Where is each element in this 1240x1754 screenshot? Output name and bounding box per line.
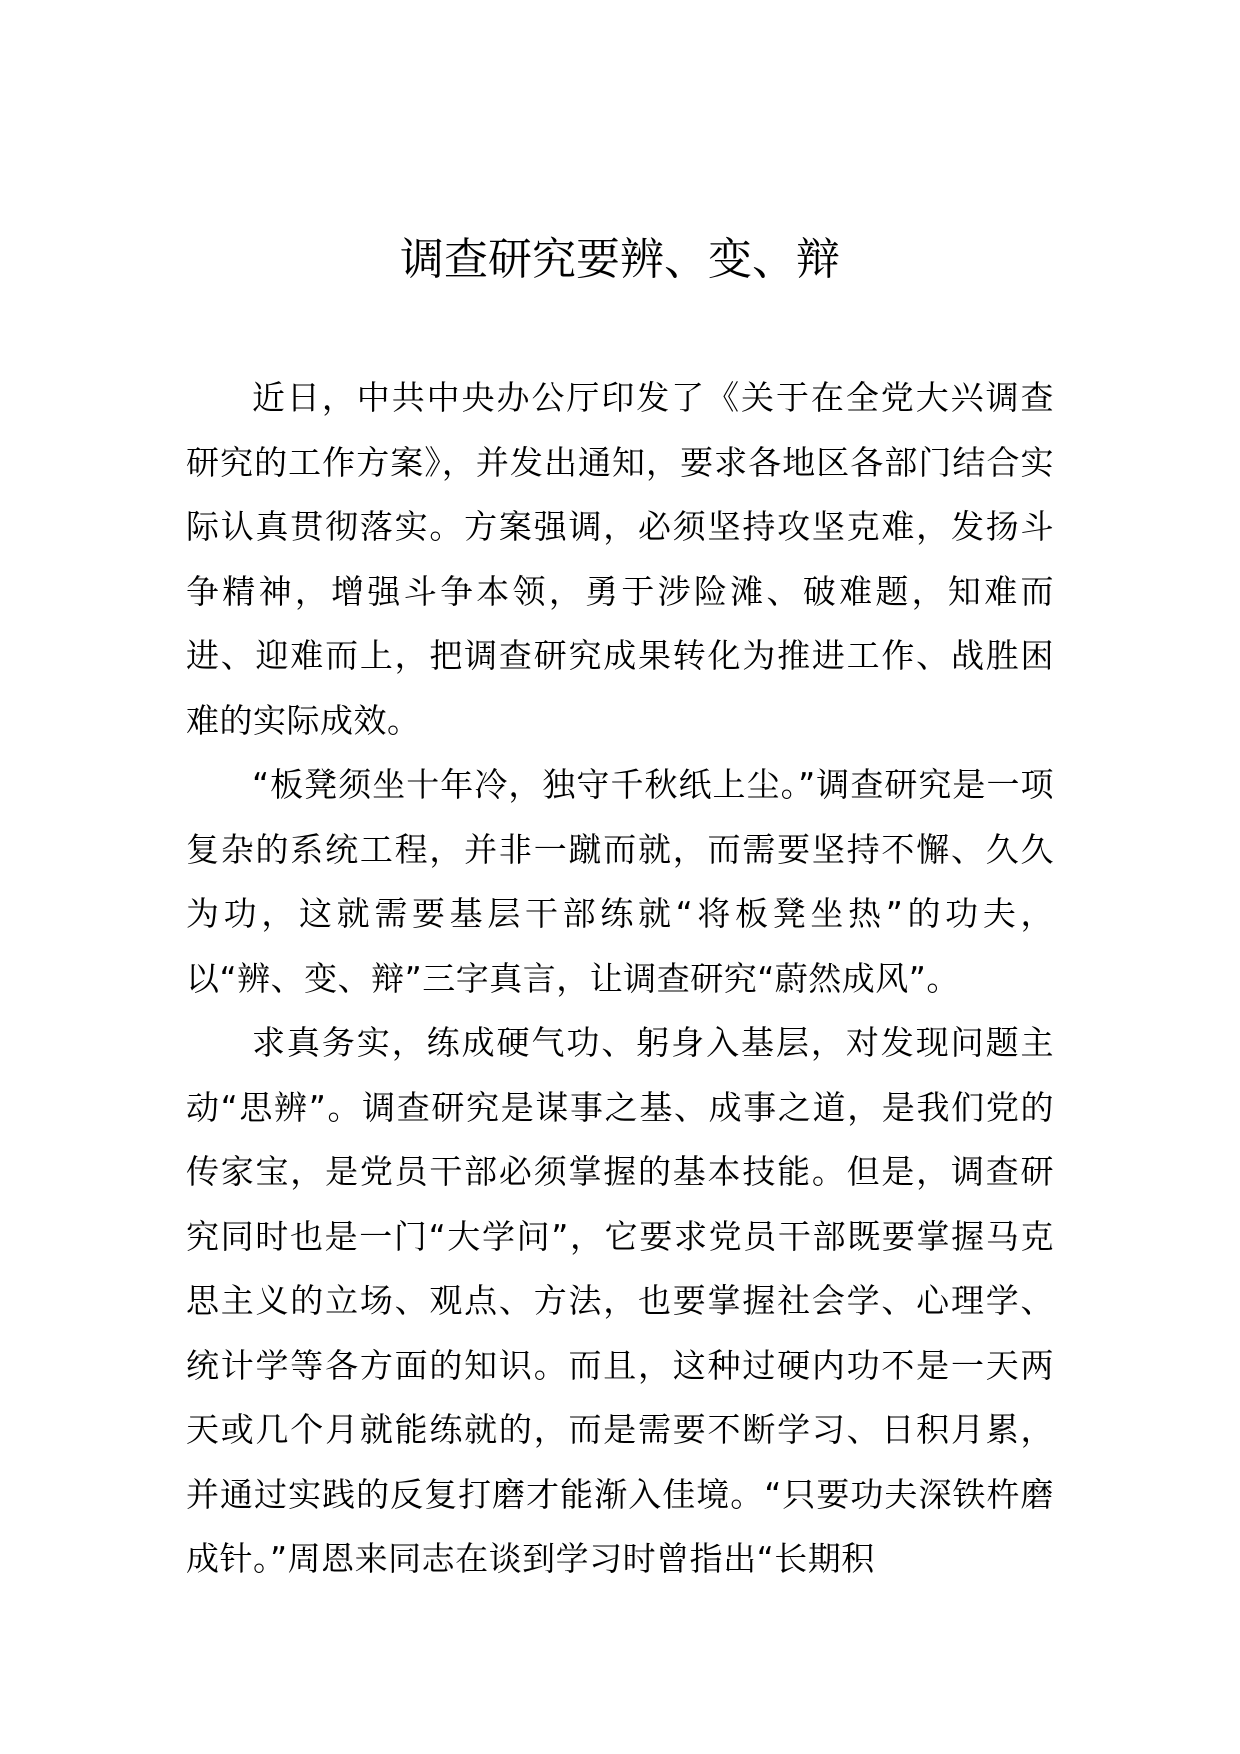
paragraph-1: 近日，中共中央办公厅印发了《关于在全党大兴调查研究的工作方案》，并发出通知，要求各地区各部门结合实际认真贯彻落实。方案强调，必须坚持攻坚克难，发扬斗争精神，增强斗争本领，勇于涉险滩、破难题，知难而进、迎难而上，把调查研究成果转化为推进工作、战胜困难的实际成效。 [186, 378, 1054, 740]
paragraph-3: 求真务实，练成硬气功、躬身入基层，对发现问题主动“思辨”。调查研究是谋事之基、成事之道，是我们党的传家宝，是党员干部必须掌握的基本技能。但是，调查研究同时也是一门“大学问”，它要求党员干部既要掌握马克思主义的立场、观点、方法，也要掌握社会学、心理学、统计学等各方面的知识。而且，这种过硬内功不是一天两天或几个月就能练就的，而是需要不断学习、日积月累，并通过实践的反复打磨才能渐入佳境。“只要功夫深铁杵磨成针。”周恩来同志在谈到学习时曾指出“长期积 [186, 1023, 1054, 1578]
document-title: 调查研究要辨、变、辩 [400, 234, 840, 285]
document-body [186, 366, 1054, 1592]
paragraph-2: “板凳须坐十年冷，独守千秋纸上尘。”调查研究是一项复杂的系统工程，并非一蹴而就，而需要坚持不懈、久久为功，这就需要基层干部练就“将板凳坐热”的功夫，以“辨、变、辩”三字真言，让调查研究“蔚然成风”。 [186, 765, 1054, 998]
